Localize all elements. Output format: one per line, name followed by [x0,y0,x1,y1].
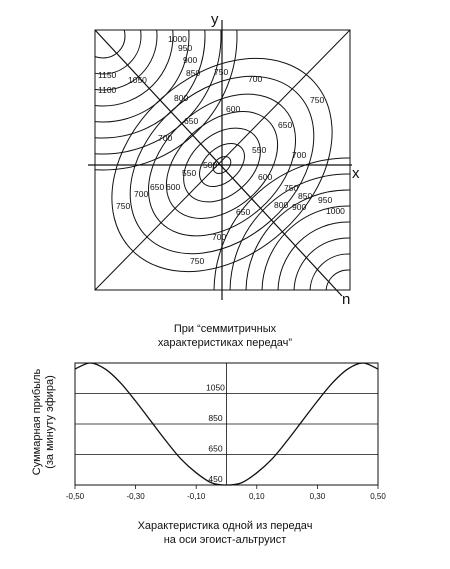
contour-arc-upper-left [65,0,141,74]
profit-chart [0,355,450,515]
contour-value-label: 700 [134,189,149,199]
contour-value-label: 1050 [128,75,147,85]
chart-ylabel-line1: Суммарная прибыль [31,368,43,476]
contour-value-label: 550 [182,168,197,178]
contour-value-label: 650 [278,120,293,130]
chart-ylabel [31,357,57,487]
contour-value-label: 650 [184,116,199,126]
contour-value-label: 600 [258,172,273,182]
contour-center-label: 500 [203,160,218,170]
contour-value-label: 650 [236,207,251,217]
contour-value-label: 600 [226,104,241,114]
contour-value-label: 850 [298,191,313,201]
contour-arc-upper-left [81,14,125,58]
contour-value-label: 700 [292,150,307,160]
contour-caption-line1: При “семмитричных [173,323,277,335]
contour-value-label: 950 [178,43,193,53]
contour-value-label: 850 [186,68,201,78]
chart-xlabel [0,519,450,547]
chart-ylabel-line2: (за минуту эфира) [44,375,56,469]
contour-caption [0,322,450,350]
chart-grid [75,363,378,485]
contour-value-label: 1000 [168,34,187,44]
contour-value-label: 900 [183,55,198,65]
axis-y-label: y [211,11,219,28]
y-tick-label: 650 [208,443,223,454]
contour-value-label: 600 [166,182,181,192]
contour-value-label: 750 [284,183,299,193]
contour-value-label: 700 [212,232,227,242]
x-tick-label: 0,10 [249,492,265,501]
contour-value-label: 800 [174,93,189,103]
contour-value-label: 950 [318,195,333,205]
axis-n-label: n [342,291,351,308]
contour-value-label: 550 [252,145,267,155]
contour-value-label: 1000 [326,206,345,216]
contour-value-label: 750 [214,67,229,77]
contour-value-label: 1100 [98,85,117,95]
x-tick-label: 0,50 [370,492,386,501]
y-tick-label: 850 [208,413,223,423]
chart-xlabel-line2: на оси эгоист-альтруист [163,534,287,546]
contour-caption-line2: характеристиках передач” [157,337,293,349]
contour-arc-lower-right [214,158,450,320]
contour-value-label: 700 [248,74,263,84]
contour-value-label: 750 [310,95,325,105]
contour-value-label: 900 [292,202,307,212]
x-tick-label: -0,10 [187,492,206,501]
chart-xlabel-line1: Характеристика одной из передач [137,520,313,532]
x-tick-label: -0,50 [65,492,85,501]
contour-value-label: 650 [150,182,165,192]
contour-value-label: 750 [116,201,131,211]
contour-value-label: 750 [190,256,205,266]
y-tick-label: 1050 [206,382,225,393]
contour-value-label: 800 [274,200,289,210]
contour-frame [88,20,352,300]
axis-x-label: x [352,165,360,182]
y-tick-label: 450 [208,474,223,484]
contour-arc-upper-left [1,0,205,138]
x-tick-label: -0,30 [126,492,145,501]
contour-value-label: 700 [158,133,173,143]
contour-arc-lower-right [310,254,386,320]
contour-value-label: 1150 [98,70,117,80]
x-tick-label: 0,30 [309,492,326,501]
